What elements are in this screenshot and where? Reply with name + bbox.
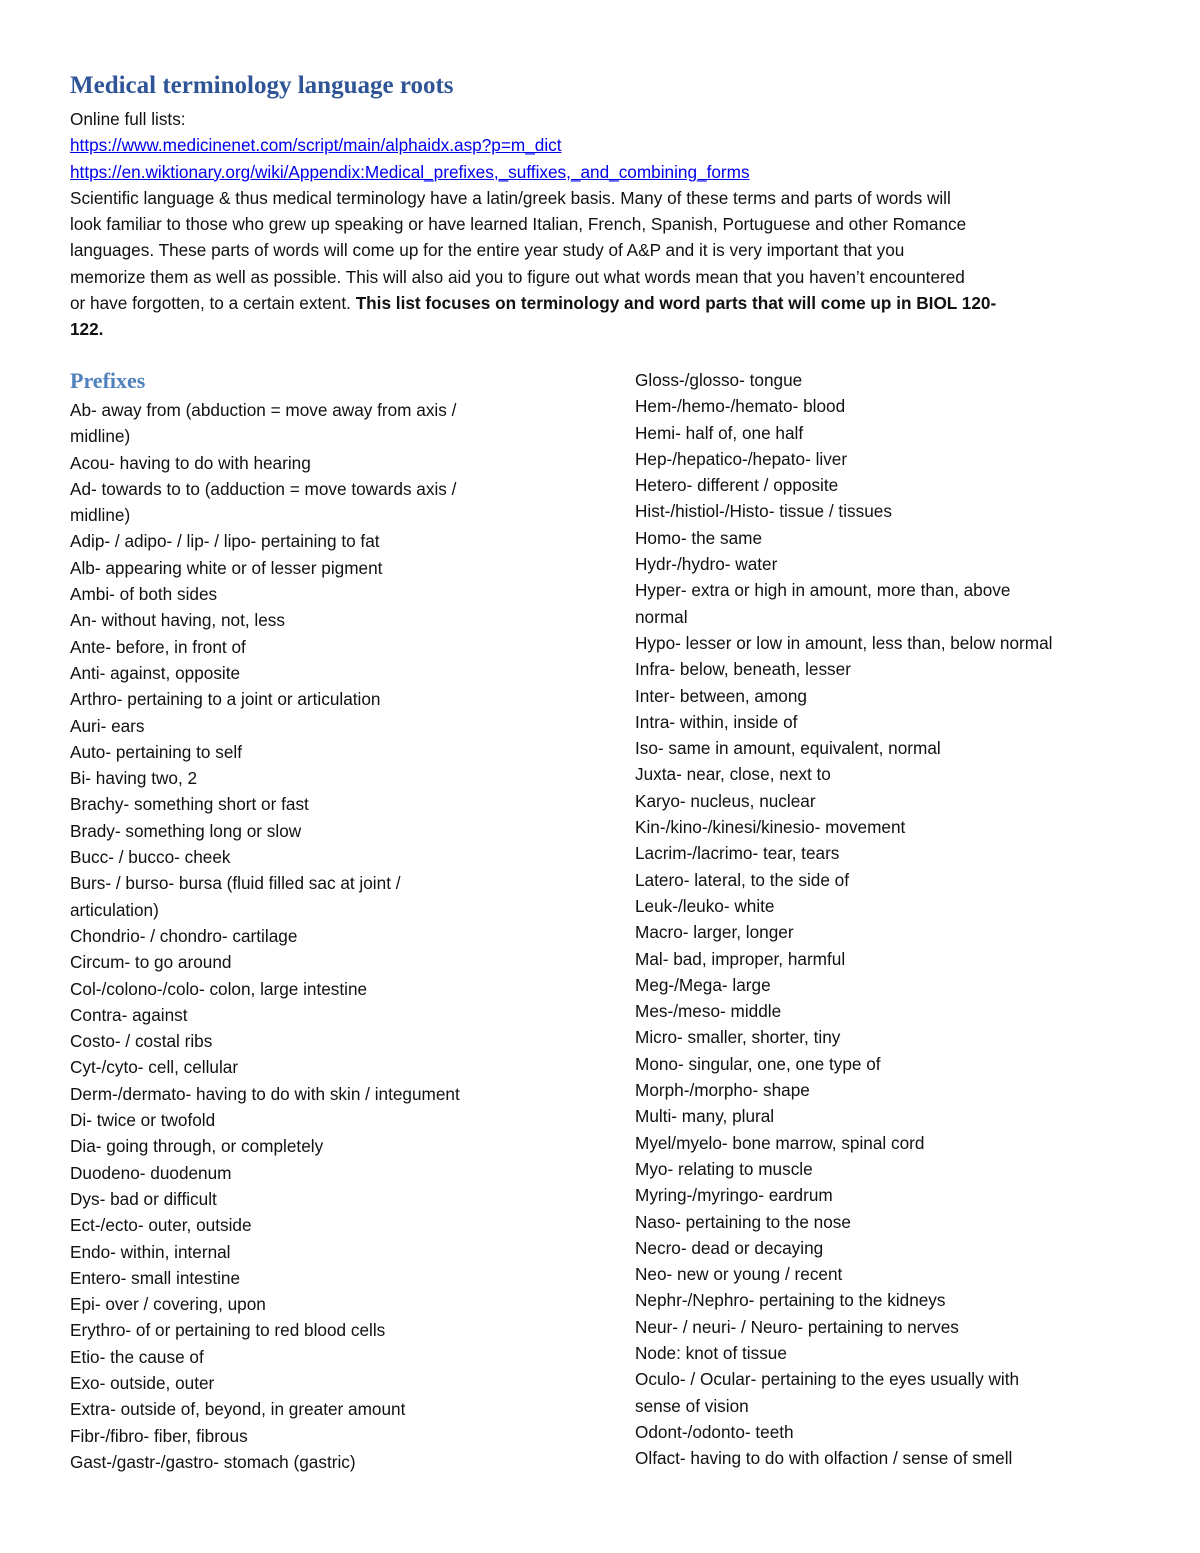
prefix-entry: Epi- over / covering, upon [70,1294,266,1315]
medicinenet-link[interactable]: https://www.medicinenet.com/script/main/alphaidx.asp?p=m_dict [70,135,562,156]
prefix-entry: Erythro- of or pertaining to red blood cells [70,1320,386,1341]
prefix-entry: Meg-/Mega- large [635,974,771,995]
prefix-entry: Myel/myelo- bone marrow, spinal cord [635,1132,925,1153]
prefix-entry: Di- twice or twofold [70,1110,216,1131]
prefix-entry: Arthro- pertaining to a joint or articulation [70,689,381,710]
prefix-entry: articulation) [70,899,159,920]
prefix-entry: Morph-/morpho- shape [635,1080,810,1101]
prefix-entry: Micro- smaller, shorter, tiny [635,1027,841,1048]
intro-line: languages. These parts of words will come up for the entire year study of A&P and it is very important that you [70,240,905,261]
intro-line [70,316,1130,342]
prefix-entry: midline) [70,505,131,526]
prefix-entry: Leuk-/leuko- white [635,895,775,916]
intro-line [70,290,1130,316]
prefixes-heading: Prefixes [70,368,146,393]
prefix-entry: Extra- outside of, beyond, in greater amount [70,1399,406,1420]
prefix-entry: Auri- ears [70,715,145,736]
prefix-entry: Kin-/kino-/kinesi/kinesio- movement [635,817,906,838]
prefix-entry: Derm-/dermato- having to do with skin / integument [70,1083,460,1104]
prefix-entry: Karyo- nucleus, nuclear [635,790,816,811]
prefix-entry: Mal- bad, improper, harmful [635,948,846,969]
prefix-entry: Col-/colono-/colo- colon, large intestine [70,978,368,999]
intro-bold-text: This list focuses on terminology and word parts that will come up in BIOL 120- [355,293,997,314]
page-title: Medical terminology language roots [70,72,454,99]
prefix-entry: Brady- something long or slow [70,820,302,841]
prefix-entry: Hetero- different / opposite [635,475,839,496]
intro-line: look familiar to those who grew up speaking or have learned Italian, French, Spanish, Portuguese and other Romance [70,214,967,235]
prefix-entry: midline) [70,426,131,447]
prefix-entry: Infra- below, beneath, lesser [635,659,851,680]
prefix-entry: Lacrim-/lacrimo- tear, tears [635,843,840,864]
prefix-entry: Node: knot of tissue [635,1342,787,1363]
prefix-entry: Bi- having two, 2 [70,768,198,789]
prefix-entry: Chondrio- / chondro- cartilage [70,925,298,946]
prefix-entry: Ambi- of both sides [70,584,218,605]
prefix-entry: Iso- same in amount, equivalent, normal [635,738,941,759]
prefix-entry: Naso- pertaining to the nose [635,1211,851,1232]
prefix-entry: Fibr-/fibro- fiber, fibrous [70,1425,248,1446]
prefix-entry: Acou- having to do with hearing [70,452,311,473]
prefix-entry: Hep-/hepatico-/hepato- liver [635,448,848,469]
prefix-entry: Ab- away from (abduction = move away from axis / [70,400,457,420]
prefix-entry: Bucc- / bucco- cheek [70,847,231,868]
prefix-entry: Ante- before, in front of [70,636,246,657]
prefix-entry: normal [635,606,688,627]
intro-line: Scientific language & thus medical terminology have a latin/greek basis. Many of these terms and parts of words will [70,187,951,208]
prefix-entry: Neur- / neuri- / Neuro- pertaining to nerves [635,1316,959,1337]
prefix-entry: Dys- bad or difficult [70,1188,217,1209]
prefix-entry: Gast-/gastr-/gastro- stomach (gastric) [70,1451,356,1472]
prefix-entry: Costo- / costal ribs [70,1031,213,1052]
prefix-entry: Necro- dead or decaying [635,1237,824,1258]
prefix-entry: Etio- the cause of [70,1346,204,1367]
intro-bold-end: 122. [70,319,104,340]
prefix-entry: sense of vision [635,1395,749,1416]
prefix-entry: Auto- pertaining to self [70,741,242,762]
prefix-entry: Anti- against, opposite [70,662,241,683]
prefix-entry: Juxta- near, close, next to [635,764,831,785]
prefix-entry: Entero- small intestine [70,1267,241,1288]
prefix-entry: Macro- larger, longer [635,922,794,943]
prefix-entry: Hist-/histiol-/Histo- tissue / tissues [635,501,892,522]
prefix-entry: Gloss-/glosso- tongue [635,370,803,390]
prefix-entry: Cyt-/cyto- cell, cellular [70,1057,239,1078]
prefix-entry: Ad- towards to to (adduction = move towards axis / [70,478,457,499]
prefix-entry: Burs- / burso- bursa (fluid filled sac at joint / [70,873,401,894]
prefix-entry: Mes-/meso- middle [635,1001,782,1022]
prefix-entry: Hemi- half of, one half [635,422,804,443]
prefix-entry: Endo- within, internal [70,1241,231,1262]
prefix-entry: Duodeno- duodenum [70,1162,232,1183]
prefix-entry: Exo- outside, outer [70,1372,215,1393]
prefix-entry: Contra- against [70,1004,188,1025]
prefix-entry: Intra- within, inside of [635,711,798,732]
intro-paragraph [70,106,1130,343]
prefix-entry: Hyper- extra or high in amount, more than, above [635,580,1011,601]
wiktionary-link[interactable]: https://en.wiktionary.org/wiki/Appendix:Medical_prefixes,_suffixes,_and_combining_forms [70,161,750,182]
prefix-entry: An- without having, not, less [70,610,285,631]
prefix-list-left [70,397,610,1475]
prefix-entry: Alb- appearing white or of lesser pigment [70,557,383,578]
prefix-entry: Olfact- having to do with olfaction / sense of smell [635,1448,1013,1469]
prefix-entry: Nephr-/Nephro- pertaining to the kidneys [635,1290,946,1311]
prefix-entry: Ect-/ecto- outer, outside [70,1215,252,1236]
prefix-entry: Odont-/odonto- teeth [635,1421,794,1442]
prefix-list-right [635,367,1155,1471]
prefix-entry: Oculo- / Ocular- pertaining to the eyes usually with [635,1369,1020,1390]
prefix-entry: Hem-/hemo-/hemato- blood [635,396,846,417]
prefix-entry: Neo- new or young / recent [635,1264,843,1285]
prefix-entry: Mono- singular, one, one type of [635,1053,881,1074]
prefix-entry: Hydr-/hydro- water [635,554,778,575]
prefix-entry: Myring-/myringo- eardrum [635,1185,833,1206]
online-label: Online full lists: [70,109,186,129]
prefix-entry: Homo- the same [635,527,763,548]
intro-line: memorize them as well as possible. This will also aid you to figure out what words mean that you haven’t encountered [70,266,965,287]
prefix-entry: Dia- going through, or completely [70,1136,324,1157]
prefix-entry: Circum- to go around [70,952,232,973]
prefix-entry: Myo- relating to muscle [635,1158,813,1179]
prefix-entry: Multi- many, plural [635,1106,775,1127]
prefix-entry: Latero- lateral, to the side of [635,869,850,890]
prefix-entry: Adip- / adipo- / lip- / lipo- pertaining to fat [70,531,380,552]
prefix-entry: Hypo- lesser or low in amount, less than, below normal [635,632,1053,653]
prefix-entry: Inter- between, among [635,685,807,706]
intro-plain-text: or have forgotten, to a certain extent. [70,293,356,314]
prefix-entry: Brachy- something short or fast [70,794,309,815]
